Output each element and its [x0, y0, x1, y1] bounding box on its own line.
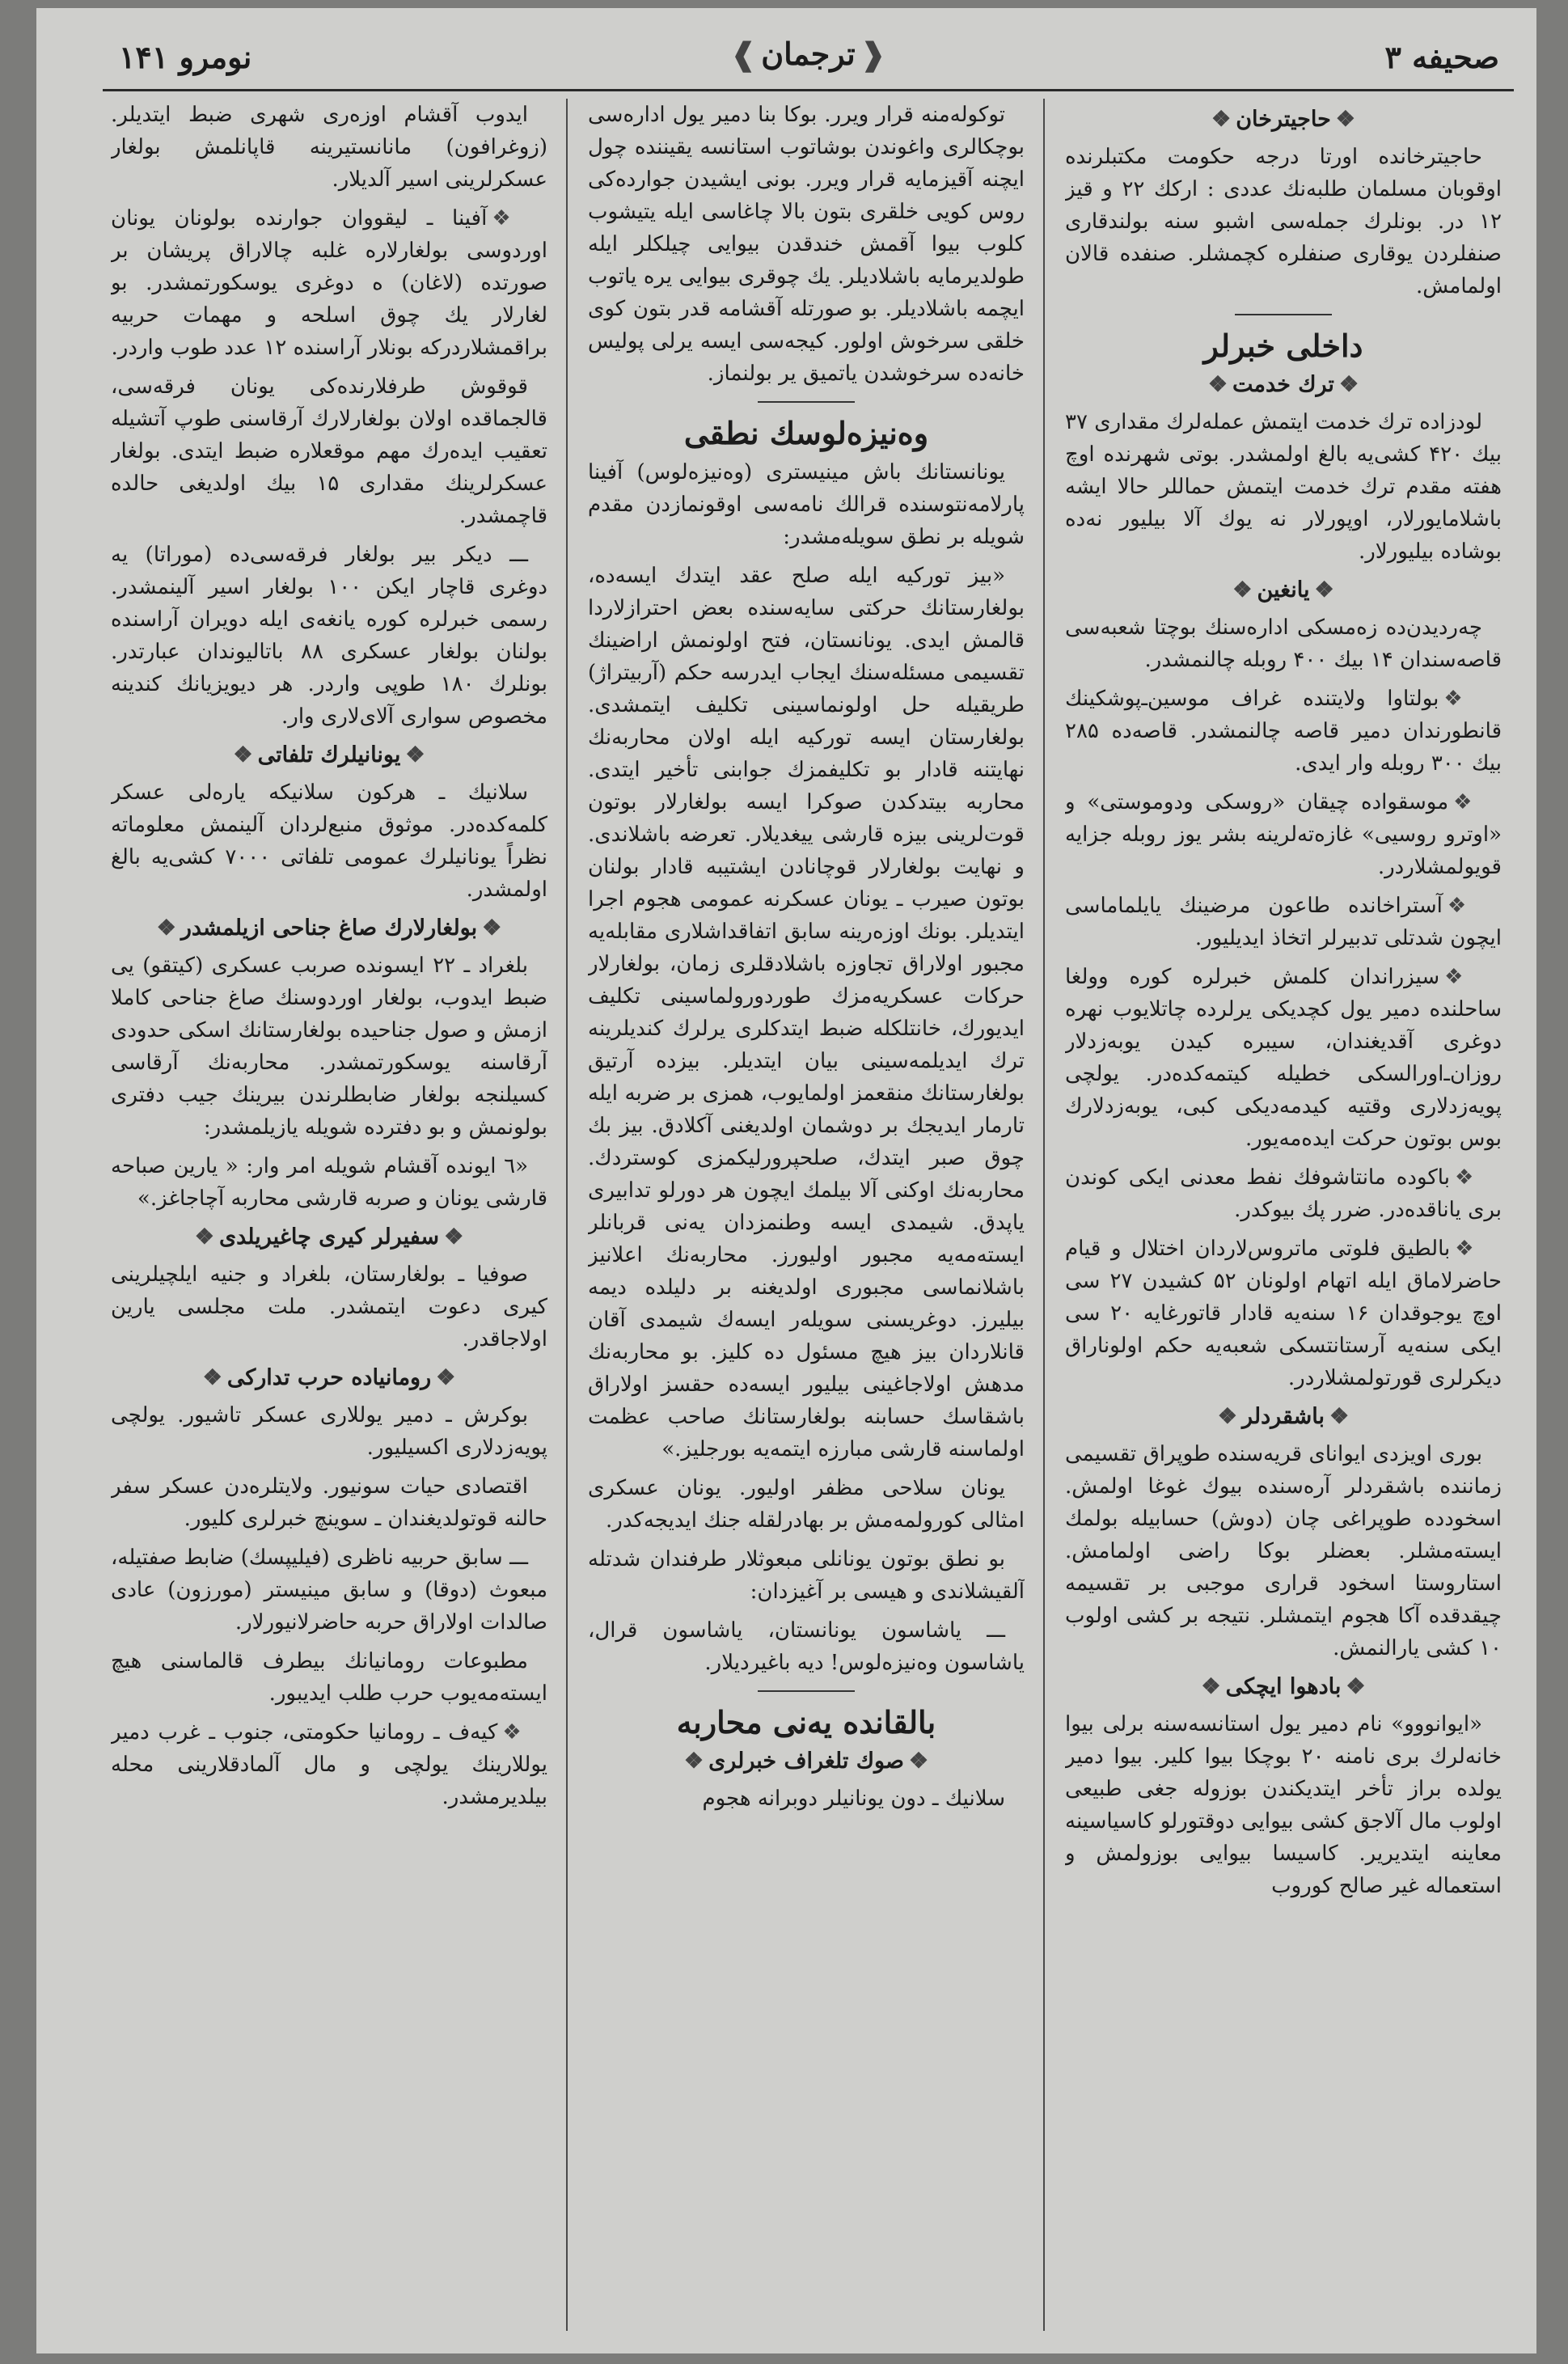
- news-item: ❖بولتاوا ولایتنده غراف موسین‌ـ‌پوشکینك قانطورندان دمیر قاصه چالنمشدر. قاصه‌ده ۲۸۵ بیك ۳۰۰ روبله وار ایدی.: [1065, 687, 1502, 776]
- article-title: وه‌نیزه‌لوسك نطقی: [683, 415, 929, 451]
- column-middle: [588, 99, 1025, 2331]
- bullet-icon: ❖: [502, 1720, 523, 1744]
- column-divider: [566, 99, 568, 2331]
- article-paragraph: حاجیترخانده اورتا درجه حکومت مکتبلرنده اوقوبان مسلمان طلبه‌نك عددی : ارکك ۲۲ و قیز ۱۲ در. بونلرك جمله‌سی اشبو سنه بولندقاری صنفلردن یوقاری صنفلره کچمشلر. صنفده قالان اولمامش.: [1065, 145, 1502, 298]
- subheading: ❖یونانیلرك تلفاتی❖: [111, 739, 547, 772]
- bullet-icon: ❖: [1455, 1237, 1477, 1261]
- ornament-icon: ❱: [730, 36, 757, 72]
- article-paragraph: بوری اویزدی ایوانای قریه‌سنده طوپراق تقسیمی زماننده باشقردلر آره‌سنده بیوك غوغا اولمش. اسخودده طوپراغی چان (دوش) حسابیله بولمك ایسته‌مشلر. بعضلر بوکا راضی اولمامش. استاروستا اسخود قراری موجبی بر تقسیمه چیقدقده آکا هجوم ایتمشلر. نتیجه بر کشی اولوب ۱۰ کشی یارالنمش.: [1065, 1442, 1502, 1660]
- news-item: ❖آفینا ـ لیقووان جوارنده بولونان یونان اوردوسی بولغارلاره غلبه چالاراق پریشان بر صورتده (لاغان) ه دوغری یوسکورتمشدر. بو لغارلار یك چوق اسلحه و مهمات حربیه براقمشلاردرکه بونلار آراسنده ۱۲ عدد طوب واردر.: [111, 206, 547, 360]
- article-paragraph: یونان سلاحی مظفر اولیور. یونان عسکری امثالی کورولمه‌مش بر بهادرلقله جنك ایدیجه‌کدر.: [588, 1476, 1025, 1533]
- bullet-icon: ❖: [1453, 790, 1477, 814]
- article-paragraph: لودزاده ترك خدمت ایتمش عمله‌لرك مقداری ۳۷ بیك ۴۲۰ کشی‌یه بالغ اولمشدر. بوتی شهرنده اوچ هفته مقدم ترك خدمت ایتمش حماللر حالا ایشه باشلامایورلار، اوپورلار نه یوك آلا بیلیور نه‌ده بوشاده بیلیورلار.: [1065, 410, 1502, 564]
- speech-text: «بیز تورکیه ایله صلح عقد ایتدك ایسه‌ده، بولغارستانك حرکتی سایه‌سنده بعض احتراز‌لاردا قالمش ایدی. یونانستان، فتح اولونمش اراضینك تقسیمی مسئله‌سنك ایجاب ایدرسه حکم (آربیتراژ) طریقیله حل اولونماسینی تکلیف ایتمشدی. بولغارستان ایسه تورکیه ایله اولان محاربه‌نك نهایتنه قادار بو تکلیفمزك جوابنی تأخیر ایتدی. محاربه بیتدکدن صوکرا ایسه بولغارلار بوتون قوت‌لرینی بیزه قارشی ییغدیلار. تعرضه باشلاندی. و نهایت بولغارلار قوچانادن ایشتیبه قادار بولنان بوتون صیرب ـ یونان عسکرنه عمومی هجوم اجرا ایتدیلر. بونك اوزه‌رینه سابق اتفاقداشلاری مقابله‌یه مجبور اولاراق تجاوزه باشلادقلری زمان، بولغارلار حرکات عسکریه‌مزك طوردورولماسینی تکلیف ایدیورك، خانتلکله ضبط ایتدکلری یرلرك کندیلرینه ترك ایدیلمه‌سینی بیان ایتدیلر. بیزده آرتیق بولغارستانك منقعمز اولمایوب، همزی بر ضربه ایله تارمار ایدیجك بر دوشمان اولدیغنی آکلادق. بیز بك چوق صبر ایتدك، صلحپرورلیکمزی کوستردك. محاربه‌نك اوکنی آلا بیلمك ایچون هر دورلو تدابیری یاپدق. شیمدی ایسه وطنمزدان یه‌نی قربانلر ایسته‌مه‌یه مجبور اولیورز. محاربه‌نك اعلانیز باشلانماسی مجبوری اولدیغنه بر دلیلده دیمه بیلیرز. دوغریسنی سویله‌ر ایسه‌ك شیمدی آقان قانلاردان بیز هیچ مسئول ده کلیز. بو محاربه‌نك مدهش اولاجاغینی بیلیور ایسه‌ده حقسز اولاراق باشقاسك حسابنه بولغارستانك صاحب عظمت اولماسنه قارشی مبارزه ایتمه‌یه بورجلیز.»: [588, 564, 1025, 1461]
- bullet-icon: ❖: [1443, 687, 1477, 711]
- bullet-icon: ❖: [492, 206, 523, 230]
- ornament-icon: ❖: [1207, 372, 1228, 397]
- article-paragraph: صوفیا ـ بولغارستان، بلغراد و جنیه ایلچیلرینی کیری دعوت ایتمشدر. ملت مجلسی یارین اولاجاقدر.: [111, 1262, 547, 1351]
- newspaper-title: [725, 36, 890, 72]
- ornament-icon: ❖: [444, 1224, 464, 1250]
- masthead: [103, 31, 1514, 87]
- column-divider: [1043, 99, 1045, 2331]
- bullet-icon: ❖: [1444, 965, 1477, 989]
- article-paragraph: سلانیك ـ دون یونانیلر دوبرانه هجوم: [702, 1787, 1005, 1811]
- ornament-icon: ❖: [194, 1224, 214, 1250]
- article-paragraph: «ایوانووو» نام دمیر یول استانسه‌سنه برلی بیوا خانه‌لرك بری نامنه ۲۰ بوچکا بیوا کلیر. بیوا دمیر یولده براز تأخر ایتدیکندن بوزوله جغی طبیعی اولوب مال آلاجق کشی بیوایی دوقتورلو کاسیاسینه معاینه ایتدیریر. کاسیسا بیوایی بوزولمش و استعماله غیر صالح کوروب: [1065, 1712, 1502, 1898]
- news-item: ❖بالطیق فلوتی ماتروس‌لاردان اختلال و قیام حاضرلاماق ایله اتهام اولونان ۵۲ کشیدن ۲۷ سی اوچ یوجوقدان ۱۶ سنه‌یه قادار قاتورغایه ۲۰ سی ایکی سنه‌یه آرستانتسکی شعبه‌یه حکم اولوناراق دیکرلری قورتولمشلاردر.: [1065, 1237, 1502, 1390]
- masthead-rule: [103, 89, 1514, 91]
- ornament-icon: ❖: [233, 742, 253, 768]
- news-item: ❖کیه‌ف ـ رومانیا حکومتی، جنوب ـ غرب دمیر یوللارینك یولچی و مال آلمادقلارینی محله بیلدیرمشدر.: [111, 1720, 547, 1809]
- article-title: بالقانده یه‌نی محاربه: [676, 1704, 936, 1740]
- ornament-icon: ❖: [908, 1749, 929, 1774]
- article-paragraph: بلغراد ـ ۲۲ ایسونده صربب عسکری (کیتقو) یی ضبط ایدوب، بولغار اوردوسنك صاغ جناحی کاملا ازمش و صول جناحیده بولغارستانك اسکی حدودی آرقاسنه یوسکورتمشدر. محاربه‌نك آرقاسی کسیلنجه بولغار ضابطلرندن بیرینك جیب دفتری بولونمش و بو دفترده شویله یازیلمشدر:: [111, 954, 547, 1140]
- ornament-icon: ❖: [1346, 1674, 1366, 1699]
- separator: [758, 1690, 855, 1692]
- ornament-icon: ❖: [1201, 1674, 1221, 1699]
- subheading: ❖سفیرلر کیری چاغیریلدی❖: [111, 1221, 547, 1254]
- page-number: صحیفه ۳: [1384, 39, 1499, 75]
- subheading: ❖ترك خدمت❖: [1065, 369, 1502, 401]
- article-paragraph: ـــ یاشاسون یونانستان، یاشاسون قرال، یاشاسون وه‌نیزه‌لوس! دیه باغیردیلار.: [588, 1618, 1025, 1675]
- subheading: ❖بولغارلارك صاغ جناحی ازیلمشدر❖: [111, 912, 547, 945]
- ornament-icon: ❖: [436, 1365, 456, 1390]
- news-item: ❖آستراخانده طاعون مرضینك یایلماماسی ایچون شدتلی تدبیرلر اتخاذ ایدیلیور.: [1065, 894, 1502, 950]
- article-paragraph: بوکرش ـ دمیر یوللاری عسکر تاشیور. یولچی پویه‌زدلاری اکسیلیور.: [111, 1403, 547, 1460]
- article-paragraph: چه‌ردیدن‌ده زه‌مسکی اداره‌سنك بوچتا شعبه‌سی قاصه‌سندان ۱۴ بیك ۴۰۰ روبله چالنمشدر.: [1065, 615, 1502, 672]
- column-left: [111, 99, 547, 2331]
- separator: [758, 401, 855, 403]
- subheading: ❖حاجیترخان❖: [1065, 104, 1502, 136]
- article-paragraph: ایدوب آقشام اوزه‌ری شهری ضبط ایتدیلر. (زوغرافون) مانانستیرینه قاپانلمش بولغار عسکرلرینی اسیر آلدیلار.: [111, 103, 547, 192]
- subheading: ❖یانغین❖: [1065, 574, 1502, 607]
- ornament-icon: ❖: [405, 742, 425, 768]
- ornament-icon: ❰: [860, 36, 886, 72]
- news-item: ❖سیزراندان کلمش خبرلره کوره وولغا ساحلنده دمیر یول کچدیکی یرلرده چاتلایوب نهره دوغری آقدیغندان، سیبره کیدن یوبه‌زدلار روزان‌ـ‌اورالسکی خطیله کیتمه‌کده‌در. یولچی پویه‌زدلاری وقتیه کیدمه‌دیکی کبی، یوبه‌زدلارك بوس بوتون حرکت ایده‌مه‌یور.: [1065, 965, 1502, 1151]
- ornament-icon: ❖: [156, 916, 176, 941]
- ornament-icon: ❖: [482, 916, 502, 941]
- article-paragraph: سلانیك ـ هرکون سلانیکه یاره‌لی عسکر کلمه‌کده‌در. موثوق منبع‌لردان آلینمش معلوماته نظراً یونانیلرك عمومی تلفاتی ۷۰۰۰ کشی‌یه بالغ اولمشدر.: [111, 780, 547, 902]
- article-paragraph: ـــ دیکر بیر بولغار فرقه‌سی‌ده (موراتا) یه دوغری قاچار ایکن ۱۰۰ بولغار اسیر آلینمشدر. رسمی خبرلره کوره یانغه‌ی ایله دویران آراسنده بولنان بولغار عسکری ۸۸ باتالیوندان عبارتدر. بونلرك ۱۸۰ طوپی واردر. هر دیویزیانك کندینه مخصوص سواری آلای‌لاری وار.: [111, 543, 547, 729]
- ornament-icon: ❖: [1335, 107, 1355, 132]
- ornament-icon: ❖: [1329, 1404, 1350, 1429]
- article-paragraph: قوقوش طرفلارنده‌کی یونان فرقه‌سی، قالجماقده اولان بولغارلارك آرقاسنی طوپ آتشیله تعقیب ایده‌رك مهم موقعلاره ضبط ایتدی. بولغار عسکرلرینك مقداری ۱۵ بیك اولدیغی حالده قاچمشدر.: [111, 374, 547, 528]
- subheading: ❖صوك تلغراف خبرلری❖: [588, 1745, 1025, 1778]
- ornament-icon: ❖: [1217, 1404, 1237, 1429]
- page-content: [103, 8, 1514, 2353]
- ornament-icon: ❖: [683, 1749, 704, 1774]
- newspaper-page: [36, 8, 1536, 2353]
- article-paragraph: «٦ ایونده آقشام شویله امر وار: « یارین صباحه قارشی یونان و صربه قارشی محاربه آچاجاغز.»: [111, 1154, 547, 1211]
- news-item: ❖باکوده مانتاشوفك نفط معدنی ایکی کوندن بری یاناقده‌در. ضرر پك بیوکدر.: [1065, 1165, 1502, 1222]
- article-paragraph: اقتصادی حیات سونیور. ولایتلره‌دن عسکر سفر حالنه قوتولدیغندان ـ سوینچ خبرلری کلیور.: [111, 1474, 547, 1531]
- ornament-icon: ❖: [1211, 107, 1232, 132]
- article-paragraph: مطبوعات رومانیانك بیطرف قالماسنی هیچ ایسته‌مه‌یوب حرب طلب ایدیبور.: [111, 1649, 547, 1706]
- subheading: ❖بادهوا ایچکی❖: [1065, 1671, 1502, 1703]
- ornament-icon: ❖: [202, 1365, 222, 1390]
- column-right: [1065, 99, 1502, 2331]
- title-text: ترجمان: [761, 36, 856, 72]
- subheading: ❖باشقردلر❖: [1065, 1401, 1502, 1433]
- issue-number: نومرو ۱۴۱: [119, 39, 252, 75]
- article-paragraph: بو نطق بوتون یونانلی مبعوثلار طرفندان شدتله آلقیشلاندی و هیسی بر آغیزدان:: [588, 1547, 1025, 1604]
- subheading: ❖رومانیاده حرب تدارکی❖: [111, 1362, 547, 1394]
- article-paragraph: ـــ سابق حربیه ناظری (فیلیپسك) ضابط صفتیله، مبعوث (دوقا) و سابق مینیستر (مورزون) عادی صالدات اولاراق حربه حاضرلانیورلار.: [111, 1546, 547, 1635]
- news-item: ❖موسقواده چیقان «روسکی ودوموستی» و «اوترو روسیی» غازه‌ته‌لرینه بشر یوز روبله جزایه قویولمشلاردر.: [1065, 790, 1502, 879]
- bullet-icon: ❖: [1454, 1165, 1477, 1190]
- article-paragraph: توکوله‌منه قرار ویرر. بوکا بنا دمیر یول اداره‌سی بوچکالری واغوندن بوشاتوب استانسه یقیننده چول ایچنه آقیزمایه قرار ویرر. بونی ایشیدن جوارده‌کی روس کویی خلقری بتون بالا چاغاسی ایله یتیشوب کلوب بیوا آقمش خندقدن بیوایی چیلکلر ایله طولدیرمایه باشلادیلر. یك چوقری بیوایی یره یاتوب ایچمه باشلادیلر. بو صورتله آقشامه قدر بتون کوی خلقی سرخوش اولور. کیجه‌سی ایسه یرلی پولیس خانه‌ده سرخوشدن یاتمیق یر بولنماز.: [588, 103, 1025, 386]
- ornament-icon: ❖: [1314, 577, 1334, 603]
- ornament-icon: ❖: [1232, 577, 1253, 603]
- ornament-icon: ❖: [1338, 372, 1359, 397]
- separator: [1235, 314, 1332, 315]
- section-title: داخلی خبرلر: [1203, 328, 1363, 364]
- bullet-icon: ❖: [1447, 894, 1477, 918]
- article-paragraph: یونانستانك باش مینیستری (وه‌نیزه‌لوس) آفینا پارلامه‌نتوسنده قرالك نامه‌سی اوقونمازدن مقدم شویله بر نطق سویله‌مشدر:: [588, 460, 1025, 549]
